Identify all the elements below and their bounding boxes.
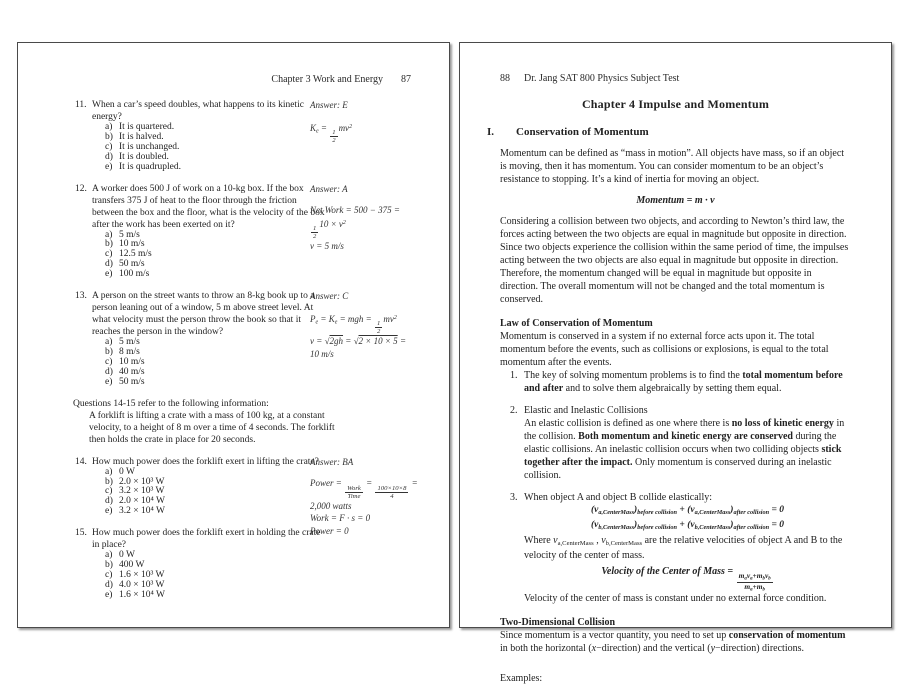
option-a: a) 0 W bbox=[105, 466, 135, 477]
list-item-2 bbox=[500, 404, 851, 482]
right-page-body bbox=[487, 73, 851, 685]
examples-label: Examples: bbox=[500, 673, 543, 685]
item-text: An elastic collision is defined as one where there is no loss of kinetic energy in the collision. Both momentum and kinetic energy are conserved during the elastic collisions. An inelastic collision occurs when two colliding objects stick together after the impact. Only momentum is conserved during an inelastic collision. bbox=[524, 418, 845, 481]
chapter-title: Chapter 4 Impulse and Momentum bbox=[581, 97, 770, 111]
page-left bbox=[17, 42, 450, 628]
option-d: d) 2.0 × 10⁴ W bbox=[105, 496, 165, 507]
center-of-mass-note: Velocity of the center of mass is constant under no external force condition. bbox=[524, 593, 827, 605]
item-text: The key of solving momentum problems is to find the total momentum before and after and to solve them algebraically by setting them equal. bbox=[524, 370, 843, 394]
group-note-body: A forklift is lifting a crate with a mass of 100 kg, at a constant velocity, to a height of 8 m over a time of 4 seconds. The forklift then holds the crate in place for 20 seconds. bbox=[89, 410, 335, 445]
option-c: c) It is unchanged. bbox=[105, 141, 180, 152]
list-item-1 bbox=[500, 369, 851, 395]
solution-line: 2,000 watts bbox=[310, 500, 352, 511]
option-a: a) 5 m/s bbox=[105, 229, 140, 240]
left-running-head bbox=[18, 74, 411, 85]
answer-block-12 bbox=[310, 184, 452, 254]
option-d: d) 50 m/s bbox=[105, 259, 145, 270]
equation-object-b: (vb,CenterMass)before collision + (vb,CenterMass)after collision = 0 bbox=[590, 519, 785, 531]
item-number: 3. bbox=[510, 492, 518, 503]
section-number: I. bbox=[487, 126, 495, 138]
item-title: When object A and object B collide elastically: bbox=[524, 492, 712, 503]
question-text: A person on the street wants to throw an 8-kg book up to a person leaning out of a window, 5 m above street level. At what velocity must the person throw the book so that it reaches the person in the window? bbox=[92, 291, 315, 338]
question-text: How much power does the forklift exert in lifting the crate? bbox=[92, 456, 319, 467]
solution-line: v = 5 m/s bbox=[310, 241, 344, 252]
law-heading: Law of Conservation of Momentum bbox=[500, 318, 653, 329]
left-page-body bbox=[75, 99, 449, 601]
answer-label: Answer: BA bbox=[310, 456, 354, 467]
right-running-head bbox=[500, 73, 851, 84]
solution-line: Work = F · s = 0 bbox=[310, 513, 371, 524]
option-e: e) 3.2 × 10⁴ W bbox=[105, 506, 165, 517]
question-group-note bbox=[73, 398, 449, 446]
option-b: b) It is halved. bbox=[105, 131, 164, 142]
answer-block-14 bbox=[310, 457, 452, 539]
option-b: b) 8 m/s bbox=[105, 346, 140, 357]
option-d: d) 4.0 × 10³ W bbox=[105, 579, 165, 590]
group-note-intro: Questions 14-15 refer to the following information: bbox=[73, 398, 269, 409]
right-page-number: 88 bbox=[500, 73, 510, 84]
solution-line: Pe = Ke = mgh = $\frac{1}{2}$ $mv^2$ bbox=[310, 313, 397, 336]
option-a: a) 0 W bbox=[105, 550, 135, 561]
question-15 bbox=[75, 527, 449, 601]
section-heading bbox=[487, 126, 851, 138]
solution-line: Ke = $\frac{1}{2}$ $mv^2$ bbox=[310, 122, 353, 145]
answer-label: Answer: E bbox=[310, 100, 348, 110]
solution-line: $\frac{1}{2}$ $10 \times v^2$ bbox=[313, 218, 346, 241]
question-number: 12. bbox=[75, 183, 87, 194]
solution-line: Net Work = 500 − 375 = bbox=[310, 205, 400, 216]
option-e: e) 50 m/s bbox=[105, 376, 145, 387]
question-number: 14. bbox=[75, 456, 87, 467]
item-number: 2. bbox=[510, 405, 518, 416]
question-11 bbox=[75, 99, 449, 173]
option-d: d) It is doubled. bbox=[105, 151, 169, 162]
answer-block-13 bbox=[310, 291, 452, 361]
item-number: 1. bbox=[510, 370, 518, 381]
answer-label: Answer: A bbox=[310, 183, 348, 194]
option-c: c) 12.5 m/s bbox=[105, 249, 152, 260]
law-paragraph: Momentum is conserved in a system if no external force acts upon it. The total momentum before the events, such as collisions or explosions, is equal to the total momentum after the events. bbox=[500, 331, 829, 368]
question-13 bbox=[75, 290, 449, 388]
question-number: 11. bbox=[75, 100, 87, 110]
option-e: e) 100 m/s bbox=[105, 269, 150, 280]
collision-paragraph: Considering a collision between two objects, and according to Newton’s third law, the forces acting between the two objects are equal in magnitude but opposite in direction. Since two objects experience the collision within the same period of time, the impulses acting between the two objects are also equal in magnitude but opposite in direction. Therefore, the momentum changed will be equal in magnitude but opposite in direction. The overall momentum will not be changed and the total momentum is conserved. bbox=[500, 216, 849, 305]
option-c: c) 1.6 × 10³ W bbox=[105, 569, 165, 580]
option-b: b) 2.0 × 10³ W bbox=[105, 476, 165, 487]
book-title: Dr. Jang SAT 800 Physics Subject Test bbox=[524, 73, 680, 84]
option-b: b) 10 m/s bbox=[105, 239, 145, 250]
question-text: When a car’s speed doubles, what happens to its kinetic energy? bbox=[92, 100, 304, 122]
left-page-number: 87 bbox=[401, 74, 411, 85]
answer-label: Answer: C bbox=[310, 291, 349, 302]
option-c: c) 3.2 × 10³ W bbox=[105, 486, 165, 497]
option-a: a) It is quartered. bbox=[105, 122, 175, 132]
answer-block-11 bbox=[310, 100, 452, 145]
equation-object-a: (va,CenterMass)before collision + (va,CenterMass)after collision = 0 bbox=[590, 505, 785, 516]
solution-line: Power = $\frac{\text{Work}}{\text{Time}}$ = $\frac{100\times 10\times 8}{4}$ = bbox=[310, 478, 418, 500]
option-e: e) It is quadrupled. bbox=[105, 161, 182, 172]
question-text: How much power does the forklift exert in holding the crate in place? bbox=[92, 528, 321, 551]
intro-paragraph: Momentum can be defined as “mass in motion”. All objects have mass, so if an object is moving, then it has momentum. You can consider momentum to be an object’s resistance to stopping. It’s a kind of inertia for moving an object. bbox=[500, 148, 845, 185]
list-item-3 bbox=[500, 491, 851, 605]
option-d: d) 40 m/s bbox=[105, 366, 145, 377]
option-c: c) 10 m/s bbox=[105, 356, 145, 367]
section-title: Conservation of Momentum bbox=[516, 126, 649, 138]
solution-line: 10 m/s bbox=[310, 348, 334, 359]
question-number: 15. bbox=[75, 528, 87, 539]
momentum-formula: Momentum = m · v bbox=[636, 195, 715, 206]
question-12 bbox=[75, 183, 449, 281]
left-chapter-head: Chapter 3 Work and Energy bbox=[271, 74, 383, 85]
two-dimensional-paragraph: Since momentum is a vector quantity, you need to set up conservation of momentum in both the horizontal (x−direction) and the vertical (y−direction) directions. bbox=[500, 630, 846, 655]
solution-line: Power = 0 bbox=[310, 525, 349, 536]
page-right bbox=[459, 42, 892, 685]
option-a: a) 5 m/s bbox=[105, 337, 140, 348]
center-of-mass-formula: Velocity of the Center of Mass = $\frac{\text{mava+mbvb}}{ma+mb}$ bbox=[601, 566, 771, 593]
item-title: Elastic and Inelastic Collisions bbox=[524, 405, 648, 416]
where-clause: Where va,CenterMass , vb,CenterMass are the relative velocities of object A and B to the velocity of the center of mass. bbox=[524, 534, 843, 562]
option-b: b) 400 W bbox=[105, 560, 145, 571]
solution-line: v = √2gh = √2 × 10 × 5 = bbox=[310, 336, 407, 347]
two-dimensional-heading: Two-Dimensional Collision bbox=[500, 617, 616, 629]
question-text: A worker does 500 J of work on a 10-kg box. If the box transfers 375 J of heat to the floor through the friction between the box and the floor, what is the velocity of the box after the work has been exerted on it? bbox=[92, 183, 325, 230]
question-number: 13. bbox=[75, 291, 87, 302]
option-e: e) 1.6 × 10⁴ W bbox=[105, 589, 165, 600]
